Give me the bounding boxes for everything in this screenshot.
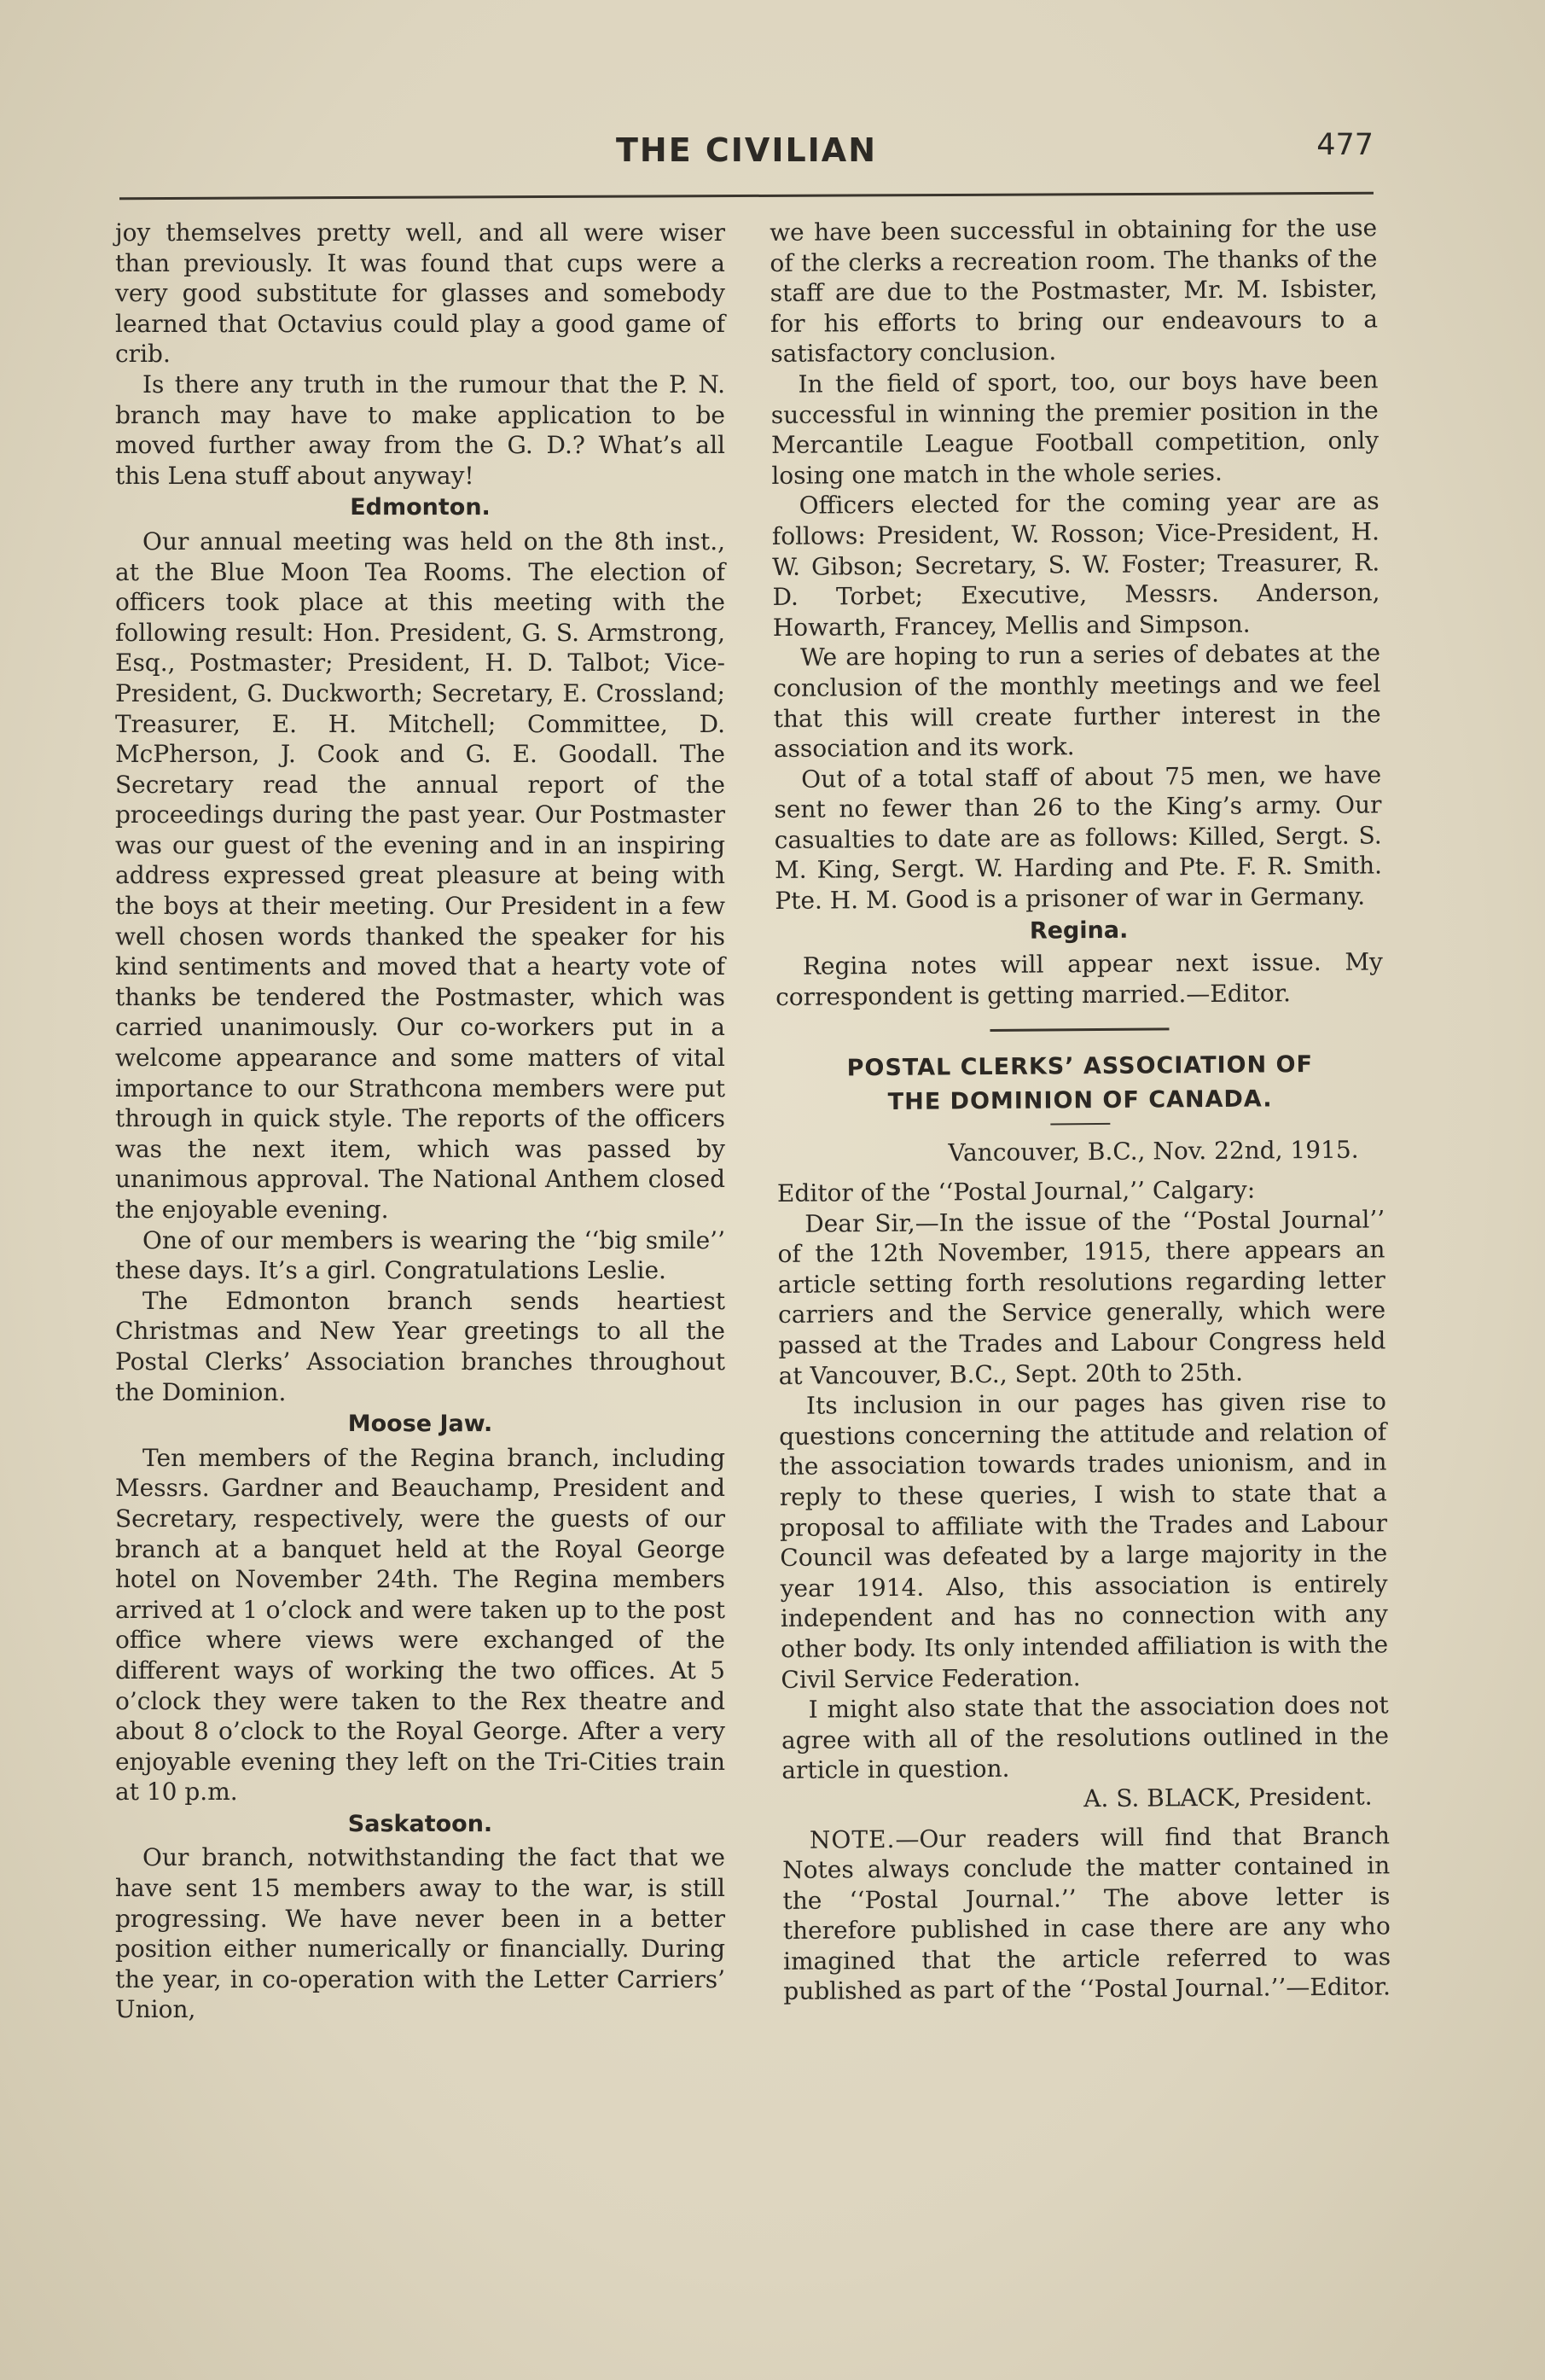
page-header [119, 128, 1374, 188]
paragraph: Ten members of the Regina branch, including Messrs. Gardner and Beauchamp, President and Secretary, respectively, were the guests of our branch at a banquet held at the Royal George hotel on November 24th. The Regina members arrived at 1 o’clock and were taken up to the post office where views were exchanged of the different ways of working the two offices. At 5 o’clock they were taken to the Rex theatre and about 8 o’clock to the Royal George. After a very enjoyable evening they left on the Tri-Cities train at 10 p.m. [115, 1443, 725, 1807]
right-column [770, 212, 1391, 2007]
page-number: 477 [1316, 128, 1374, 162]
article-title-line-2: THE DOMINION OF CANADA. [887, 1085, 1273, 1116]
paragraph: Out of a total staff of about 75 men, we have sent no fewer than 26 to the King’s army. Our casualties to date are as follows: Killed, Sergt. S. M. King, Sergt. W. Harding and Pte. F. R. Smith. Pte. H. M. Good is a prisoner of war in Germany. [774, 760, 1383, 916]
section-heading-regina: Regina. [1029, 917, 1129, 945]
paragraph: Regina notes will appear next issue. My correspondent is getting married.—Editor. [775, 947, 1384, 1011]
note-text: —Our readers will find that Branch Notes always conclude the matter contained in the ‘‘Postal Journal.’’ The above letter is therefore published in case there are any who imagined that the article referred to was published as part of the ‘‘Postal Journal.’’—Editor. [782, 1820, 1391, 2006]
paragraph: In the field of sport, too, our boys have been successful in winning the premier position in the Mercantile League Football competition, only losing one match in the whole series. [770, 365, 1379, 490]
paragraph: Our branch, notwithstanding the fact that we have sent 15 members away to the war, is still progressing. We have never been in a better position either numerically or financially. During the year, in co-operation with the Letter Carriers’ Union, [115, 1843, 725, 2024]
section-heading-edmonton: Edmonton. [350, 494, 491, 521]
letter-signature: A. S. BLACK, President. [1083, 1782, 1373, 1813]
article-title [776, 1048, 1385, 1121]
paragraph: Our annual meeting was held on the 8th inst., at the Blue Moon Tea Rooms. The election of officers took place at this meeting with the following result: Hon. President, G. S. Armstrong, Esq., Postmaster; President, H. D. Talbot; Vice-President, G. Duckworth; Secretary, E. Crossland; Treasurer, E. H. Mitchell; Committee, D. McPherson, J. Cook and G. E. Goodall. The Secretary read the annual report of the proceedings during the past year. Our Postmaster was our guest of the evening and in an inspiring address expressed great pleasure at being with the boys at their meeting. Our President in a few well chosen words thanked the speaker for his kind sentiments and moved that a hearty vote of thanks be tendered the Postmaster, which was carried unanimously. Our co-workers put in a welcome appearance and some matters of vital importance to our Strathcona members were put through in quick style. The reports of the officers was the next item, which was passed by unanimous approval. The National Anthem closed the enjoyable evening. [115, 527, 725, 1224]
section-separator-rule [990, 1028, 1169, 1033]
letter-dateline: Vancouver, B.C., Nov. 22nd, 1915. [948, 1136, 1359, 1167]
paragraph: joy themselves pretty well, and all were wiser than previously. It was found that cups were a very good substitute for glasses and somebody learned that Octavius could play a good game of crib. [115, 218, 725, 369]
title-underline-rule [1050, 1123, 1110, 1126]
left-column [115, 218, 725, 2025]
header-rule [119, 192, 1374, 200]
paragraph: Its inclusion in our pages has given rise to questions concerning the attitude and relation of the association towards trades unionism, and in reply to these queries, I wish to state that a proposal to affiliate with the Trades and Labour Council was defeated by a large majority in the year 1914. Also, this association is entirely independent and has no connection with any other body. Its only intended affiliation is with the Civil Service Federation. [779, 1387, 1389, 1694]
editor-note [782, 1820, 1391, 2007]
paragraph: I might also state that the association does not agree with all of the resolutions outlined in the article in question. [781, 1690, 1390, 1785]
paragraph: Dear Sir,—In the issue of the ‘‘Postal Journal’’ of the 12th November, 1915, there appears an article setting forth resolutions regarding letter carriers and the Service generally, which were passed at the Trades and Labour Congress held at Vancouver, B.C., Sept. 20th to 25th. [777, 1204, 1386, 1390]
paragraph: We are hoping to run a series of debates at the conclusion of the monthly meetings and we feel that this will create further interest in the association and its work. [773, 638, 1381, 764]
article-title-line-1: POSTAL CLERKS’ ASSOCIATION OF [846, 1051, 1314, 1082]
paragraph: Is there any truth in the rumour that the P. N. branch may have to make application to be moved further away from the G. D.? What’s all this Lena stuff about anyway! [115, 370, 725, 490]
paragraph: One of our members is wearing the ‘‘big smile’’ these days. It’s a girl. Congratulations Leslie. [115, 1225, 725, 1285]
note-label: NOTE. [809, 1824, 896, 1854]
publication-title: THE CIVILIAN [615, 131, 878, 169]
section-heading-saskatoon: Saskatoon. [347, 1810, 493, 1837]
section-heading-moose-jaw: Moose Jaw. [347, 1411, 493, 1438]
paragraph: Officers elected for the coming year are as follows: President, W. Rosson; Vice-President, H. W. Gibson; Secretary, S. W. Foster; Treasurer, R. D. Torbet; Executive, Messrs. Anderson, Howarth, Francey, Mellis and Simpson. [771, 486, 1380, 642]
paragraph: we have been successful in obtaining for the use of the clerks a recreation room. The thanks of the staff are due to the Postmaster, Mr. M. Isbister, for his efforts to bring our endeavours to a satisfactory conclusion. [770, 213, 1379, 369]
letter-salutation: Editor of the ‘‘Postal Journal,’’ Calgary: [776, 1175, 1256, 1207]
paragraph: The Edmonton branch sends heartiest Christmas and New Year greetings to all the Postal Clerks’ Association branches throughout the Dominion. [115, 1286, 725, 1406]
